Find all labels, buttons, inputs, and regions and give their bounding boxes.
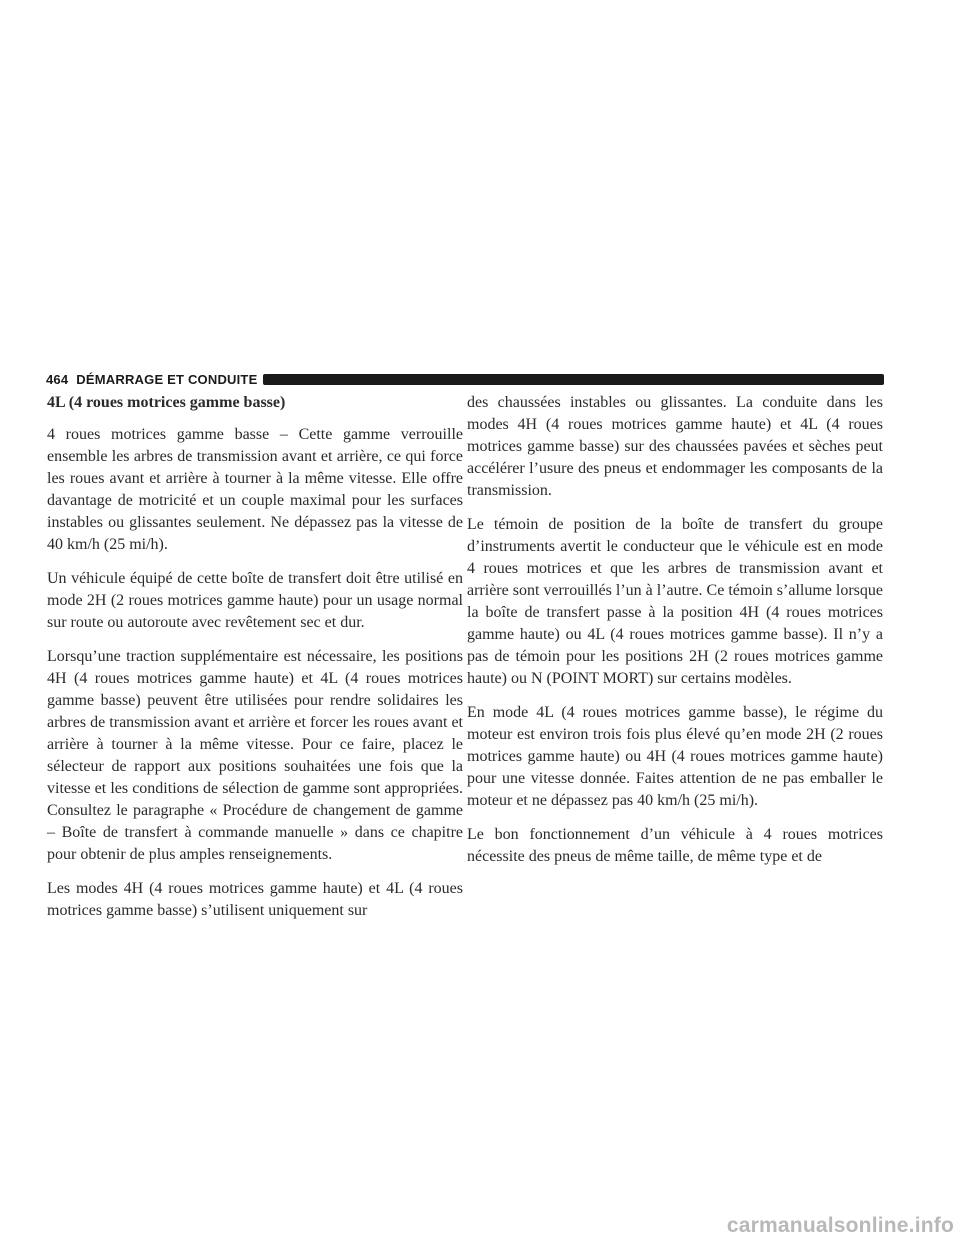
paragraph: 4 roues motrices gamme basse – Cette gamme verrouille ensemble les arbres de transmission avant et arrière, ce qui force les roues avant et arrière à tourner à la même vitesse. Elle offre davantage de motricité et un couple maximal pour les surfaces instables ou glissantes seulement. Ne dépassez pas la vitesse de 40 km/h (25 mi/h). [47,426,463,553]
header-rule [263,374,884,385]
paragraph: des chaussées instables ou glissantes. La conduite dans les modes 4H (4 roues motrices gamme haute) et 4L (4 roues motrices gamme basse) sur des chaussées pavées et sèches peut accélérer l’usure des pneus et endommager les composants de la transmission. [467,394,883,499]
paragraph: Les modes 4H (4 roues motrices gamme haute) et 4L (4 roues motrices gamme basse) s’utilisent uniquement sur [47,880,463,919]
paragraph: Lorsqu’une traction supplémentaire est nécessaire, les positions 4H (4 roues motrices gamme haute) et 4L (4 roues motrices gamme basse) peuvent être utilisées pour rendre solidaires les arbres de transmission avant et arrière et forcer les roues avant et arrière à tourner à la même vitesse. Pour ce faire, placez le sélecteur de rapport aux positions souhaitées une fois que la vitesse et les conditions de sélection de gamme sont appropriées. Consultez le paragraphe « Procédure de changement de gamme – Boîte de transfert à commande manuelle » dans ce chapitre pour obtenir de plus amples renseignements. [47,648,463,863]
page-number: 464 [46,371,69,387]
paragraph: Le bon fonctionnement d’un véhicule à 4 roues motrices nécessite des pneus de même taille, de même type et de [467,826,883,865]
paragraph: Un véhicule équipé de cette boîte de transfert doit être utilisé en mode 2H (2 roues motrices gamme haute) pour un usage normal sur route ou autoroute avec revêtement sec et dur. [47,570,463,631]
paragraph: En mode 4L (4 roues motrices gamme basse), le régime du moteur est environ trois fois plus élevé qu’en mode 2H (2 roues motrices gamme haute) ou 4H (4 roues motrices gamme haute) pour une vitesse donnée. Faites attention de ne pas emballer le moteur et ne dépassez pas 40 km/h (25 mi/h). [467,704,883,809]
paragraph: Le témoin de position de la boîte de transfert du groupe d’instruments avertit le conducteur que le véhicule est en mode 4 roues motrices et que les arbres de transmission avant et arrière sont verrouillés l’un à l’autre. Ce témoin s’allume lorsque la boîte de transfert passe à la position 4H (4 roues motrices gamme haute) ou 4L (4 roues motrices gamme basse). Il n’y a pas de témoin pour les positions 2H (2 roues motrices gamme haute) ou N (POINT MORT) sur certains modèles. [467,516,883,687]
left-column [47,392,463,934]
watermark: carmanualsonline.info [726,1214,954,1237]
section-title: DÉMARRAGE ET CONDUITE [76,371,258,387]
subsection-heading: 4L (4 roues motrices gamme basse) [47,394,286,411]
page-header [46,370,884,388]
right-column [467,392,883,880]
